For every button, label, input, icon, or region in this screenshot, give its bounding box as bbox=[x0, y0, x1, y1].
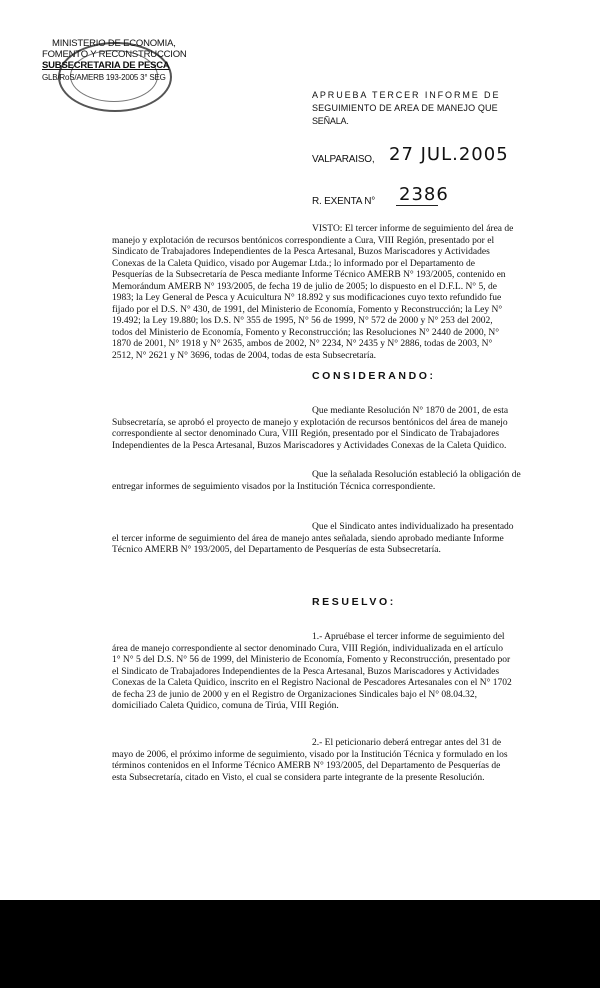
resuelvo-line: esta Subsecretaría, citado en Visto, el cual se considera parte integrante de la presente Resolución. bbox=[112, 773, 485, 783]
resuelvo-line: de fecha 23 de junio de 2000 y en el Registro de Organizaciones Sindicales bajo el N° 08.04.32, bbox=[112, 690, 478, 700]
visto-line: VISTO: El tercer informe de seguimiento del área de bbox=[312, 224, 514, 234]
visto-line: Pesquerías de la Subsecretaría de Pesca mediante Informe Técnico AMERB N° 193/2005, contenido en bbox=[112, 270, 506, 280]
considerando-line: Que la señalada Resolución estableció la obligación de bbox=[312, 470, 521, 480]
place-label: VALPARAISO, bbox=[312, 154, 375, 165]
resuelvo-line: 1.- Apruébase el tercer informe de seguimiento del bbox=[312, 632, 505, 642]
considerando-line: el tercer informe de seguimiento del área de manejo antes señalada, siendo aprobado mediante Informe bbox=[112, 534, 504, 544]
visto-line: todos del Ministerio de Economía, Fomento y Reconstrucción; las Resoluciones N° 2440 de 2000, N° bbox=[112, 328, 500, 338]
subject-line-1: APRUEBA TERCER INFORME DE bbox=[312, 90, 501, 100]
resuelvo-line: el Sindicato de Trabajadores Independientes de la Pesca Artesanal, Buzos Mariscadores y Actividades bbox=[112, 667, 500, 677]
considerando-line: Que el Sindicato antes individualizado ha presentado bbox=[312, 522, 514, 532]
visto-line: Sindicato de Trabajadores Independientes de la Pesca Artesanal, Buzos Mariscadores y Actividades bbox=[112, 247, 490, 257]
visto-line: Conexas de la Caleta Quidico, visado por Augemar Ltda.; lo informado por el Departamento de bbox=[112, 259, 476, 269]
letterhead-ministry: MINISTERIO DE ECONOMIA, bbox=[52, 38, 176, 49]
resuelvo-heading: RESUELVO: bbox=[312, 596, 396, 608]
considerando-line: entregar informes de seguimiento visados por la Institución Técnica correspondiente. bbox=[112, 482, 436, 492]
letterhead-subsecretaria: SUBSECRETARIA DE PESCA bbox=[42, 60, 170, 71]
resuelvo-line: domiciliado Caleta Quidico, comuna de Tirúa, VIII Región. bbox=[112, 701, 339, 711]
visto-line: 1983; la Ley General de Pesca y Acuicultura N° 18.892 y sus modificaciones cuyo texto refundido fue bbox=[112, 293, 502, 303]
exenta-number: 2386 bbox=[399, 184, 449, 205]
resuelvo-line: 1° N° 5 del D.S. N° 56 de 1999, del Ministerio de Economía, Fomento y Reconstrucción, presentado por bbox=[112, 655, 511, 665]
resuelvo-line: mayo de 2006, el próximo informe de seguimiento, visado por la Institución Técnica y formulado en los bbox=[112, 750, 508, 760]
letterhead-ministry-2: FOMENTO Y RECONSTRUCCION bbox=[42, 49, 187, 60]
considerando-line: Independientes de la Pesca Artesanal, Buzos Mariscadores y Actividades Conexas de la Caleta Quidico. bbox=[112, 441, 507, 451]
considerando-heading: CONSIDERANDO: bbox=[312, 370, 436, 382]
subject-line-2: SEGUIMIENTO DE AREA DE MANEJO QUE bbox=[312, 103, 498, 113]
exenta-underline bbox=[396, 205, 438, 206]
visto-line: 19.492; la Ley 19.880; los D.S. N° 355 de 1995, N° 56 de 1999, N° 572 de 2000 y N° 253 del 2002, bbox=[112, 316, 493, 326]
resuelvo-line: 2.- El peticionario deberá entregar antes del 31 de bbox=[312, 738, 502, 748]
handwritten-date: 27 JUL.2005 bbox=[389, 144, 509, 165]
resuelvo-line: área de manejo correspondiente al sector denominado Cura, VIII Región, individualizada en el artículo bbox=[112, 644, 504, 654]
subject-line-3: SEÑALA. bbox=[312, 116, 349, 126]
letterhead-reference: GLB/RoS/AMERB 193-2005 3° SEG bbox=[42, 73, 166, 82]
exenta-label: R. EXENTA N° bbox=[312, 196, 376, 207]
considerando-line: Que mediante Resolución N° 1870 de 2001, de esta bbox=[312, 406, 509, 416]
considerando-line: Técnico AMERB N° 193/2005, del Departamento de Pesquerías de esta Subsecretaría. bbox=[112, 545, 441, 555]
considerando-line: correspondiente al sector denominado Cura, VIII Región, presentado por el Sindicato de Trabajadores bbox=[112, 429, 500, 439]
visto-line: manejo y explotación de recursos bentónicos correspondiente a Cura, VIII Región, presentado por el bbox=[112, 236, 495, 246]
considerando-line: Subsecretaría, se aprobó el proyecto de manejo y explotación de recursos bentónicos del área de manejo bbox=[112, 418, 508, 428]
visto-line: 2512, N° 2621 y N° 3696, todas de 2004, todas de esta Subsecretaría. bbox=[112, 351, 377, 361]
visto-line: Memorándum AMERB N° 193/2005, de fecha 19 de julio de 2005; lo dispuesto en el D.F.L. N° 5, de bbox=[112, 282, 497, 292]
visto-line: 1870 de 2001, N° 1918 y N° 2635, ambos de 2002, N° 2234, N° 2435 y N° 2886, todas de 2003, N° bbox=[112, 339, 493, 349]
visto-line: fijado por el D.S. N° 430, de 1991, del Ministerio de Economía, Fomento y Reconstrucción; la Ley N° bbox=[112, 305, 503, 315]
resuelvo-line: Conexas de la Caleta Quidico, inscrito en el Registro Nacional de Pescadores Artesanales con el N° 1702 bbox=[112, 678, 512, 688]
resuelvo-line: términos contenidos en el Informe Técnico AMERB N° 193/2005, del Departamento de Pesquerías de bbox=[112, 761, 501, 771]
